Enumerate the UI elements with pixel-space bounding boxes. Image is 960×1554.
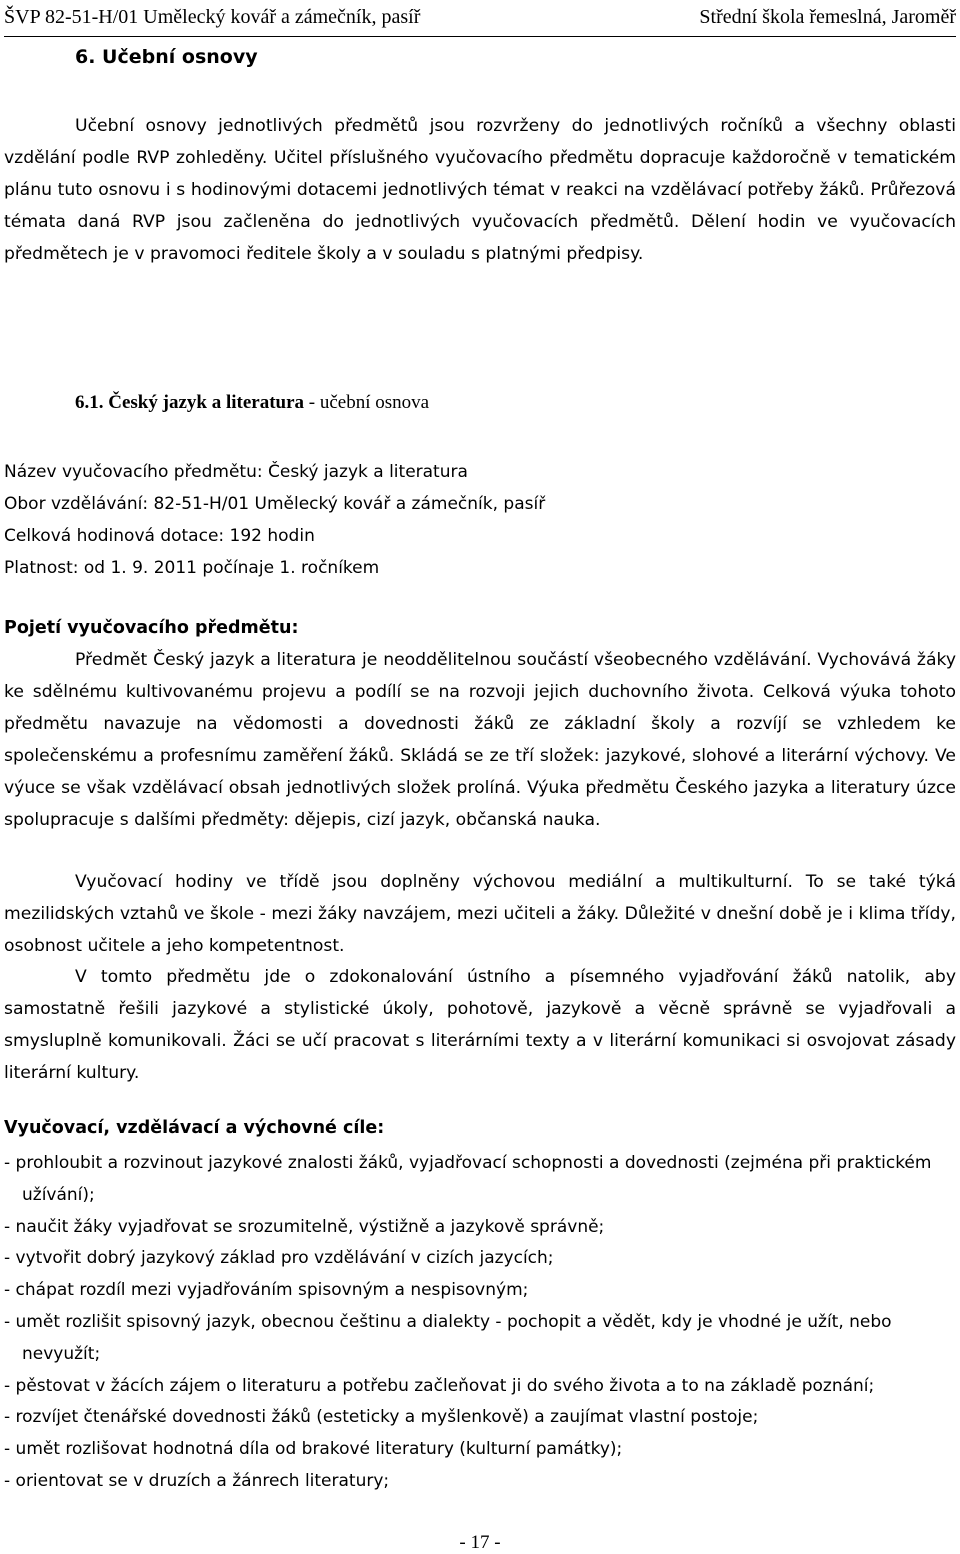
goal-item: - naučit žáky vyjadřovat se srozumitelně, výstižně a jazykově správně; — [4, 1216, 605, 1237]
validity: Platnost: od 1. 9. 2011 počínaje 1. ročníkem — [4, 558, 380, 578]
page-number: - 17 - — [459, 1532, 501, 1553]
header-school-name: Střední škola řemeslná, Jaroměř — [699, 6, 956, 28]
subsection-name: Český jazyk a literatura — [108, 392, 305, 413]
section-title: 6. Učební osnovy — [75, 46, 258, 68]
concept-heading: Pojetí vyučovacího předmětu: — [4, 618, 299, 638]
goal-item: - orientovat se v druzích a žánrech literatury; — [4, 1470, 390, 1491]
subject-info — [4, 456, 545, 584]
goal-item: - prohloubit a rozvinout jazykové znalosti žáků, vyjadřovací schopnosti a dovednosti (zejména při praktickém užívání); — [4, 1153, 932, 1205]
concept-paragraph-3: V tomto předmětu jde o zdokonalování ústního a písemného vyjadřování žáků natolik, aby samostatně řešili jazykové a stylistické úkoly, pohotově, jazykově a věcně správně se vyjadřovali a smysluplně komunikovali. Žáci se učí pracovat s literárními texty a v literární komunikaci si osvojovat zásady literární kultury. — [4, 967, 956, 1083]
total-hours: Celková hodinová dotace: 192 hodin — [4, 526, 315, 546]
goals-heading: Vyučovací, vzdělávací a výchovné cíle: — [4, 1118, 385, 1138]
goal-item: - chápat rozdíl mezi vyjadřováním spisovným a nespisovným; — [4, 1280, 529, 1301]
goal-item: - rozvíjet čtenářské dovednosti žáků (esteticky a myšlenkově) a zaujímat vlastní postoje; — [4, 1407, 759, 1428]
subject-name: Název vyučovacího předmětu: Český jazyk a literatura — [4, 462, 468, 482]
subsection-title — [75, 392, 429, 414]
concept-paragraph-2: Vyučovací hodiny ve třídě jsou doplněny výchovou mediální a multikulturní. To se také týká mezilidských vztahů ve škole - mezi žáky navzájem, mezi učiteli a žáky. Důležité v dnešní době je i klima třídy, osobnost učitele a jeho kompetentnost. — [4, 872, 956, 956]
goal-item: - vytvořit dobrý jazykový základ pro vzdělávání v cizích jazycích; — [4, 1248, 554, 1269]
field-of-study: Obor vzdělávání: 82-51-H/01 Umělecký kovář a zámečník, pasíř — [4, 494, 546, 514]
header-document-title: ŠVP 82-51-H/01 Umělecký kovář a zámečník, pasíř — [4, 6, 421, 28]
subsection-suffix: - učební osnova — [304, 392, 430, 413]
goal-item: - umět rozlišit spisovný jazyk, obecnou češtinu a dialekty - pochopit a vědět, kdy je vhodné je užít, nebo nevyužít; — [4, 1311, 892, 1364]
goal-item: - umět rozlišovat hodnotná díla od brakové literatury (kulturní památky); — [4, 1439, 623, 1460]
intro-paragraph: Učební osnovy jednotlivých předmětů jsou rozvrženy do jednotlivých ročníků a všechny oblasti vzdělání podle RVP zohleděny. Učitel příslušného vyučovacího předmětu dopracuje každoročně v tematickém plánu tuto osnovu i s hodinovými dotacemi jednotlivých témat v reakci na vzdělávací potřeby žáků. Průřezová témata daná RVP jsou začleněna do jednotlivých vyučovacích předmětů. Dělení hodin ve vyučovacích předmětech je v pravomoci ředitele školy a v souladu s platnými předpisy. — [4, 116, 956, 264]
goals-list — [4, 1148, 956, 1498]
concept-paragraph-1: Předmět Český jazyk a literatura je neoddělitelnou součástí všeobecného vzdělávání. Vychovává žáky ke sdělnému kultivovanému projevu a podílí se na rozvoji jejich duchovního života. Celková výuka tohoto předmětu navazuje na vědomosti a dovednosti žáků ze základní školy a rozvíjí se vzhledem ke společenskému a profesnímu zaměření žáků. Skládá se ze tří složek: jazykové, slohové a literární výchovy. Ve výuce se však vzdělávací obsah jednotlivých složek prolíná. Výuka předmětu Českého jazyka a literatury úzce spolupracuje s dalšími předměty: dějepis, cizí jazyk, občanská nauka. — [4, 650, 956, 830]
goal-item: - pěstovat v žácích zájem o literaturu a potřebu začleňovat ji do svého života a to na základě poznání; — [4, 1375, 875, 1396]
subsection-number: 6.1. — [75, 392, 104, 413]
page-header — [4, 2, 956, 37]
